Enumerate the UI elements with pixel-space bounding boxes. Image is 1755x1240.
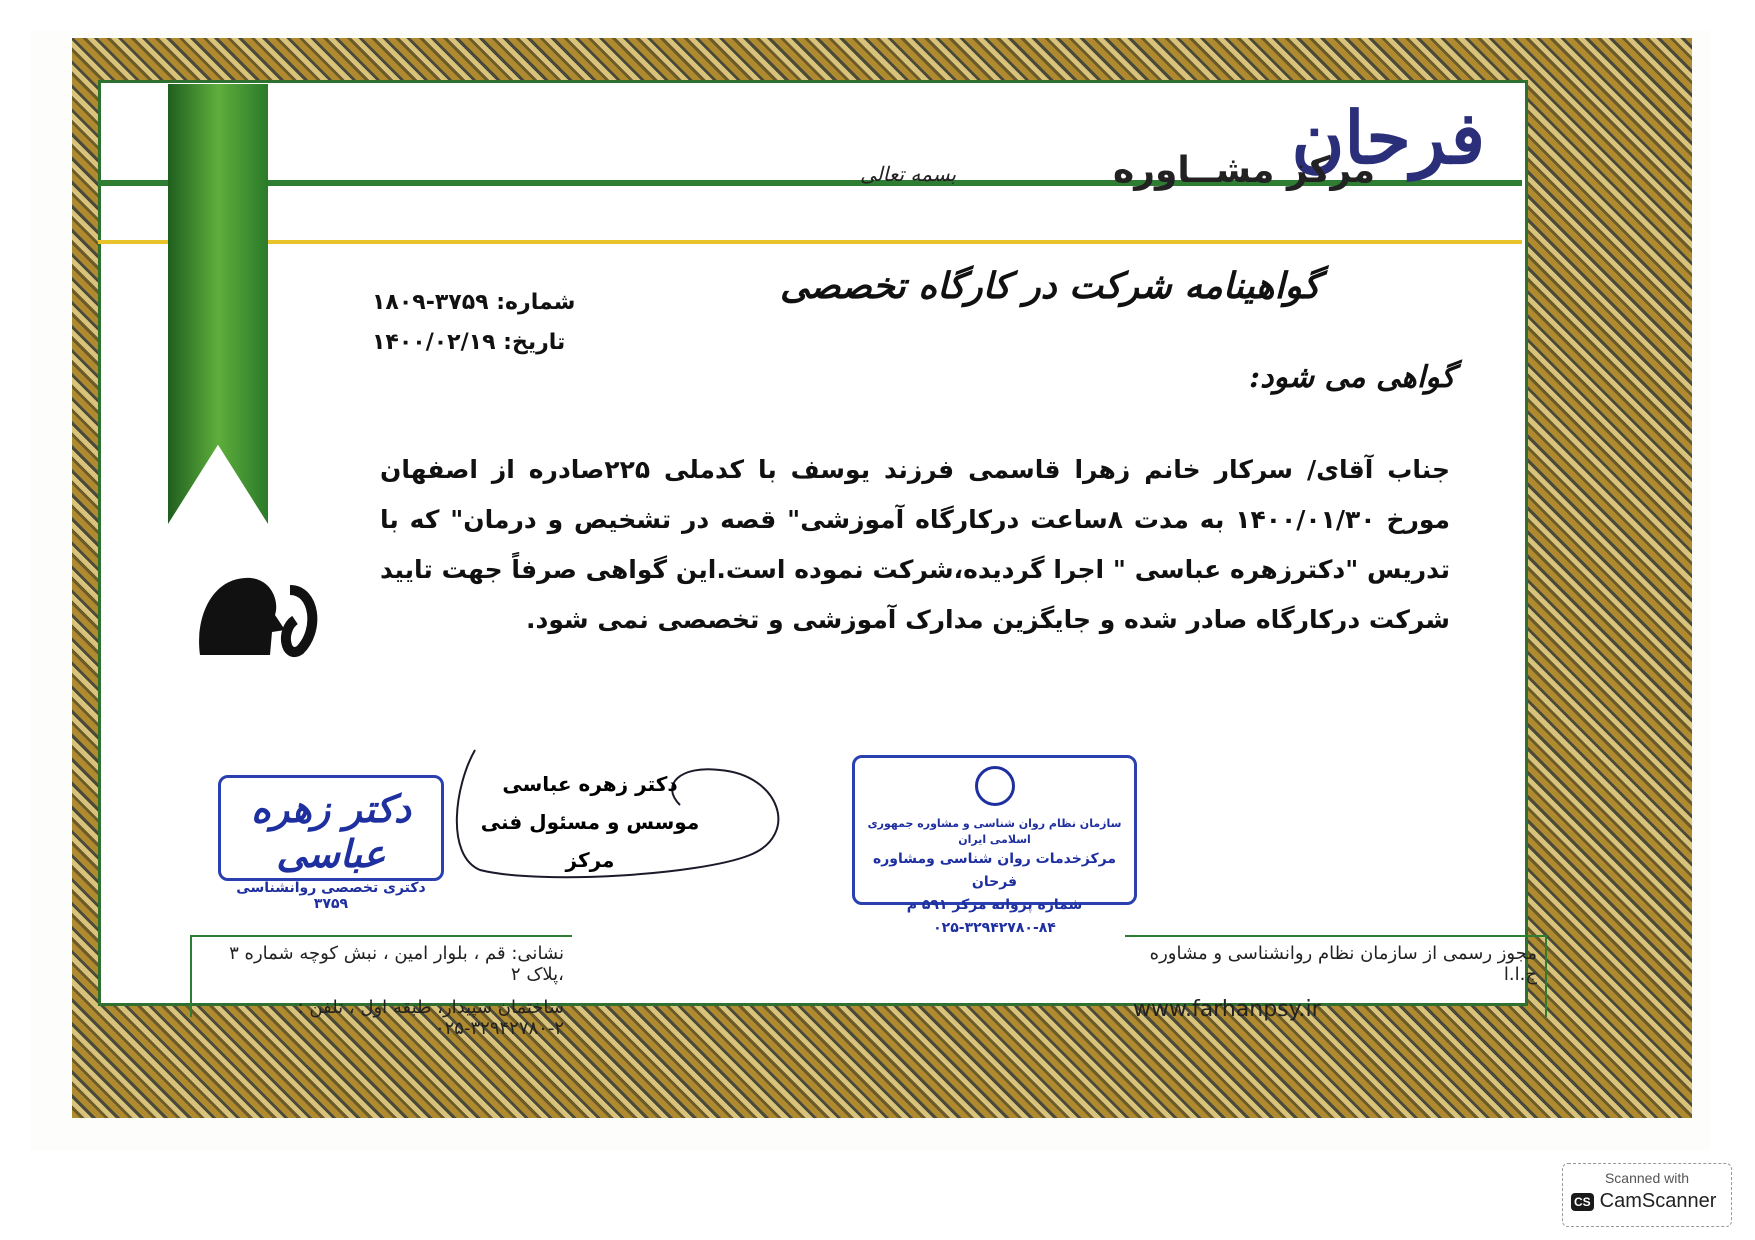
signer-role: موسس و مسئول فنی مرکز <box>480 810 700 872</box>
certifies-heading: گواهی می شود: <box>1249 360 1455 395</box>
license-text: مجوز رسمی از سازمان نظام روانشناسی و مشاوره ج.ا.ا <box>1149 943 1537 985</box>
signer-block <box>480 765 700 879</box>
logo-wordmark: فرحان <box>1291 95 1485 180</box>
stamp-right-line3: شماره پروانه مرکز ۵۹۱ م <box>906 897 1083 913</box>
stamp-right <box>852 755 1137 936</box>
emblem-icon <box>975 766 1015 806</box>
stamp-right-line2: مرکزخدمات روان شناسی ومشاوره فرحان <box>872 851 1117 890</box>
header-yellow-line <box>98 240 1522 244</box>
footer-license <box>1125 935 1547 1022</box>
certificate-body: جناب آقای/ سرکار خانم زهرا قاسمی فرزند یوسف با کدملی ۲۲۵صادره از اصفهان مورخ ۱۴۰۰/۰۱/۳۰ به مدت ۸ساعت درکارگاه آموزشی" قصه در تشخیص و درمان" که با تدریس "دکترزهره عباسی " اجرا گردیده،شرکت نموده است.این گواهی صرفاً جهت تایید شرکت درکارگاه صادر شده و جایگزین مدارک آموزشی و تخصصی نمی شود. <box>380 455 1451 634</box>
center-name: مرکز مشــاوره <box>1113 150 1375 191</box>
certificate-date: تاریخ: ۱۴۰۰/۰۲/۱۹ <box>372 330 566 355</box>
camscanner-brand-row <box>1571 1190 1731 1213</box>
camscanner-logo-icon: CS <box>1571 1193 1594 1211</box>
address-line1: نشانی: قم ، بلوار امین ، نبش کوچه شماره ۳ ،پلاک ۲ <box>229 943 564 985</box>
camscanner-brand: CamScanner <box>1599 1190 1717 1212</box>
bism-heading: بسمه تعالی <box>860 162 957 186</box>
signer-name: دکتر زهره عباسی <box>502 772 678 796</box>
address-line2: ساختمان سپیدار، طبقه اول ، تلفن : ۲-۳۲۹۴۲۷۸۰-۰۲۵ <box>297 997 564 1039</box>
stamp-left-sub: دکتری تخصصی روانشناسی ۳۷۵۹ <box>236 880 426 912</box>
stamp-left <box>218 775 444 912</box>
certificate-title: گواهینامه شرکت در کارگاه تخصصی <box>780 265 1321 307</box>
certificate-number: شماره: ۳۷۵۹-۱۸۰۹ <box>372 290 576 315</box>
stamp-right-line1: سازمان نظام روان شناسی و مشاوره جمهوری اسلامی ایران <box>867 817 1122 846</box>
stamp-right-line4: ۰۲۵-۳۲۹۴۲۷۸۰-۸۴ <box>933 920 1056 936</box>
website-link[interactable]: www.farhanpsy.ir <box>1133 997 1321 1022</box>
stamp-left-name: دکتر زهره عباسی <box>251 786 411 876</box>
brain-head-logo-icon <box>190 560 330 660</box>
camscanner-caption: Scanned with <box>1604 1170 1690 1186</box>
camscanner-badge <box>1562 1163 1732 1227</box>
footer-address <box>190 935 572 1039</box>
